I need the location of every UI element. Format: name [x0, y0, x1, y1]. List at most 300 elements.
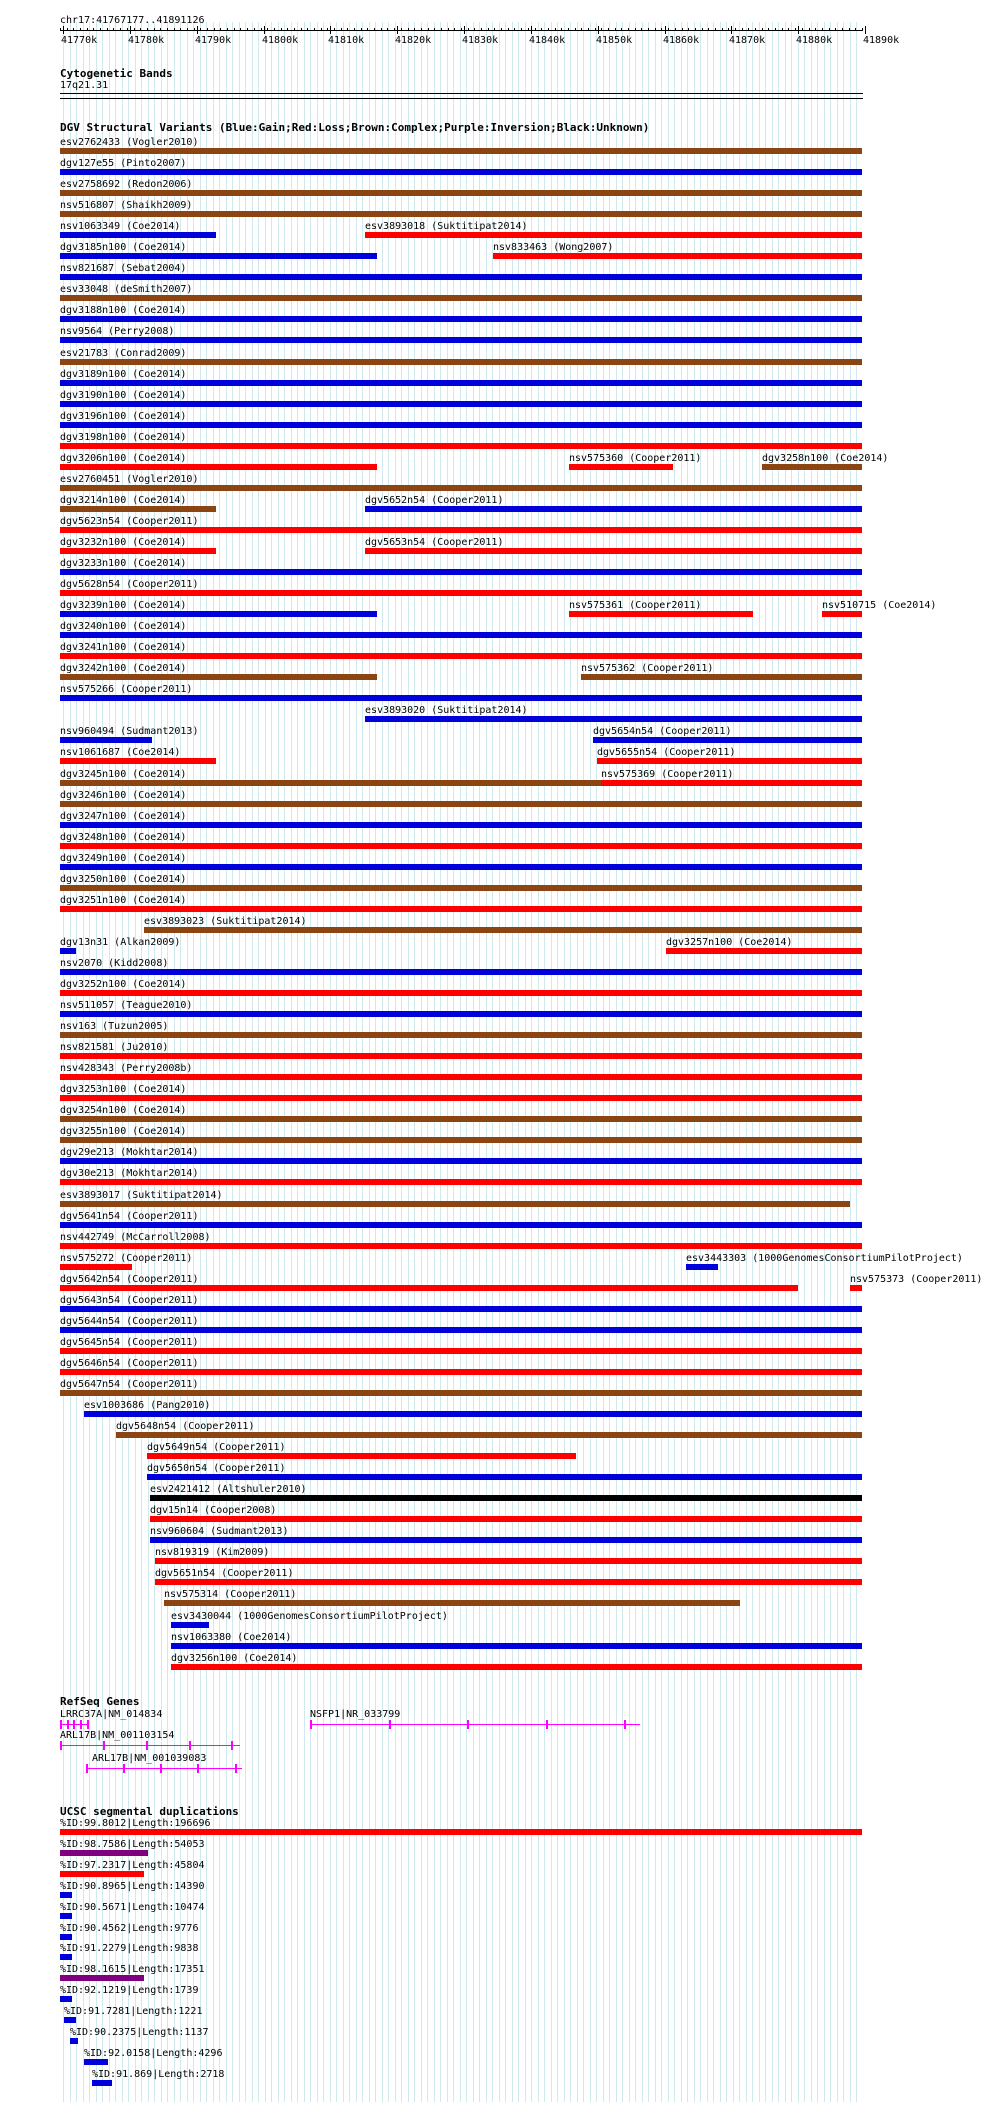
variant-label: nsv575362 (Cooper2011) [581, 663, 714, 674]
variant-bar [60, 1011, 862, 1017]
grid-line [193, 22, 194, 2102]
ruler-tick-label: 41870k [729, 35, 766, 46]
variant-label: dgv13n31 (Alkan2009) [60, 937, 181, 948]
grid-line [200, 22, 201, 2102]
grid-line [733, 22, 734, 2102]
grid-line [791, 22, 792, 2102]
grid-line [752, 22, 753, 2102]
grid-line [811, 22, 812, 2102]
ruler-minor-tick [548, 28, 549, 31]
variant-bar [60, 611, 377, 617]
gene-exon [546, 1720, 548, 1729]
variant-bar [60, 1032, 862, 1038]
variant-bar [365, 232, 862, 238]
grid-line [765, 22, 766, 2102]
variant-bar [60, 1285, 798, 1291]
variant-bar [171, 1643, 862, 1649]
variant-bar [60, 380, 862, 386]
variant-label: nsv833463 (Wong2007) [493, 242, 614, 253]
variant-bar [60, 843, 862, 849]
ruler-minor-tick [849, 28, 850, 31]
variant-bar [601, 780, 862, 786]
ruler-minor-tick [187, 28, 188, 31]
gene-exon [389, 1720, 391, 1729]
grid-line [499, 22, 500, 2102]
ruler-minor-tick [755, 28, 756, 31]
segdup-label: %ID:91.7281|Length:1221 [64, 2006, 203, 2017]
grid-line [278, 22, 279, 2102]
variant-label: dgv5653n54 (Cooper2011) [365, 537, 504, 548]
ruler-minor-tick [334, 28, 335, 31]
variant-label: nsv819319 (Kim2009) [155, 1547, 270, 1558]
ruler-tick-label: 41790k [195, 35, 232, 46]
ruler-minor-tick [615, 28, 616, 31]
grid-line [440, 22, 441, 2102]
ruler-minor-tick [501, 28, 502, 31]
segdup-label: %ID:90.5671|Length:10474 [60, 1902, 205, 1913]
grid-line [382, 22, 383, 2102]
grid-line [258, 22, 259, 2102]
gene-intron-line [60, 1745, 240, 1746]
segdup-bar [60, 1829, 862, 1835]
grid-line [518, 22, 519, 2102]
variant-bar [60, 1053, 862, 1059]
variant-label: esv2758692 (Redon2006) [60, 179, 193, 190]
variant-label: dgv3247n100 (Coe2014) [60, 811, 187, 822]
variant-bar [850, 1285, 862, 1291]
variant-bar [569, 611, 753, 617]
ruler-tick [130, 26, 131, 34]
variant-bar [60, 590, 862, 596]
grid-line [187, 22, 188, 2102]
grid-line [180, 22, 181, 2102]
variant-label: dgv3233n100 (Coe2014) [60, 558, 187, 569]
ruler-minor-tick [227, 28, 228, 31]
ruler-minor-tick [134, 28, 135, 31]
variant-label: dgv5654n54 (Cooper2011) [593, 726, 732, 737]
ruler-minor-tick [314, 28, 315, 31]
ruler-tick [63, 26, 64, 34]
grid-line [635, 22, 636, 2102]
ruler-minor-tick [628, 28, 629, 31]
variant-bar [60, 443, 862, 449]
gene-exon [235, 1764, 237, 1773]
variant-label: nsv510715 (Coe2014) [822, 600, 937, 611]
variant-label: nsv163 (Tuzun2005) [60, 1021, 169, 1032]
ruler-minor-tick [555, 28, 556, 31]
segdup-label: %ID:92.0158|Length:4296 [84, 2048, 223, 2059]
variant-label: dgv3242n100 (Coe2014) [60, 663, 187, 674]
grid-line [564, 22, 565, 2102]
grid-line [297, 22, 298, 2102]
grid-line [466, 22, 467, 2102]
variant-bar [60, 1390, 862, 1396]
ruler-minor-tick [247, 28, 248, 31]
ruler-minor-tick [855, 28, 856, 31]
variant-bar [155, 1558, 862, 1564]
variant-bar [60, 1201, 850, 1207]
ruler-minor-tick [354, 28, 355, 31]
ruler-minor-tick [387, 28, 388, 31]
cyto-separator [60, 98, 863, 99]
segdup-label: %ID:90.2375|Length:1137 [70, 2027, 209, 2038]
ruler-minor-tick [454, 28, 455, 31]
variant-bar [60, 1348, 862, 1354]
variant-label: nsv575272 (Cooper2011) [60, 1253, 193, 1264]
grid-line [590, 22, 591, 2102]
grid-line [772, 22, 773, 2102]
gene-label: NSFP1|NR_033799 [310, 1709, 401, 1720]
variant-label: nsv442749 (McCarroll2008) [60, 1232, 211, 1243]
segdup-bar [60, 1975, 144, 1981]
gene-exon [123, 1764, 125, 1773]
ruler-minor-tick [735, 28, 736, 31]
gene-exon [160, 1764, 162, 1773]
grid-line [252, 22, 253, 2102]
ruler-minor-tick [728, 28, 729, 31]
variant-bar [155, 1579, 862, 1585]
grid-line [804, 22, 805, 2102]
grid-line [362, 22, 363, 2102]
variant-label: dgv3249n100 (Coe2014) [60, 853, 187, 864]
segdup-label: %ID:97.2317|Length:45804 [60, 1860, 205, 1871]
variant-label: dgv3232n100 (Coe2014) [60, 537, 187, 548]
variant-label: esv3893017 (Suktitipat2014) [60, 1190, 223, 1201]
variant-label: dgv3254n100 (Coe2014) [60, 1105, 187, 1116]
segdup-bar [84, 2059, 108, 2065]
ruler-tick [865, 26, 866, 34]
ruler-minor-tick [601, 28, 602, 31]
ruler-minor-tick [468, 28, 469, 31]
variant-label: nsv960604 (Sudmant2013) [150, 1526, 289, 1537]
ruler-tick [464, 26, 465, 34]
gene-exon [197, 1764, 199, 1773]
segdup-label: %ID:92.1219|Length:1739 [60, 1985, 199, 1996]
grid-line [778, 22, 779, 2102]
variant-bar [150, 1537, 862, 1543]
variant-bar [493, 253, 862, 259]
variant-bar [60, 274, 862, 280]
variant-label: nsv575314 (Cooper2011) [164, 1589, 297, 1600]
grid-line [336, 22, 337, 2102]
ruler-minor-tick [702, 28, 703, 31]
ruler-minor-tick [160, 28, 161, 31]
grid-line [492, 22, 493, 2102]
gene-exon [60, 1741, 62, 1750]
segdup-bar [60, 1850, 148, 1856]
variant-bar [150, 1495, 862, 1501]
variant-bar [60, 1116, 862, 1122]
grid-line [525, 22, 526, 2102]
ruler-minor-tick [194, 28, 195, 31]
grid-line [746, 22, 747, 2102]
gene-label: ARL17B|NM_001039083 [92, 1753, 207, 1764]
variant-bar [60, 653, 862, 659]
grid-line [655, 22, 656, 2102]
ruler-minor-tick [240, 28, 241, 31]
grid-line [609, 22, 610, 2102]
genes-title: RefSeq Genes [60, 1695, 140, 1708]
grid-line [616, 22, 617, 2102]
ruler-minor-tick [535, 28, 536, 31]
ruler-minor-tick [795, 28, 796, 31]
ruler-tick-label: 41890k [863, 35, 900, 46]
grid-line [830, 22, 831, 2102]
grid-line [622, 22, 623, 2102]
ruler-minor-tick [267, 28, 268, 31]
grid-line [460, 22, 461, 2102]
variant-bar [60, 1179, 862, 1185]
variant-label: dgv3239n100 (Coe2014) [60, 600, 187, 611]
ruler-minor-tick [461, 28, 462, 31]
ruler-minor-tick [254, 28, 255, 31]
gene-intron-line [86, 1768, 242, 1769]
variant-label: dgv5623n54 (Cooper2011) [60, 516, 199, 527]
ruler-minor-tick [441, 28, 442, 31]
variant-label: dgv3250n100 (Coe2014) [60, 874, 187, 885]
variant-label: dgv29e213 (Mokhtar2014) [60, 1147, 199, 1158]
grid-line [674, 22, 675, 2102]
ruler-minor-tick [120, 28, 121, 31]
gene-exon [87, 1720, 89, 1729]
variant-label: dgv127e55 (Pinto2007) [60, 158, 187, 169]
variant-label: dgv3190n100 (Coe2014) [60, 390, 187, 401]
variant-bar [60, 422, 862, 428]
variant-label: dgv3206n100 (Coe2014) [60, 453, 187, 464]
variant-label: dgv5647n54 (Cooper2011) [60, 1379, 199, 1390]
variant-bar [171, 1664, 862, 1670]
ruler-minor-tick [428, 28, 429, 31]
variant-label: dgv5643n54 (Cooper2011) [60, 1295, 199, 1306]
grid-line [304, 22, 305, 2102]
variant-bar [60, 1306, 862, 1312]
grid-line [577, 22, 578, 2102]
grid-line [648, 22, 649, 2102]
ruler-minor-tick [802, 28, 803, 31]
grid-line [837, 22, 838, 2102]
variant-bar [60, 1137, 862, 1143]
variant-bar [60, 211, 862, 217]
grid-line [642, 22, 643, 2102]
grid-line [239, 22, 240, 2102]
variant-label: dgv3189n100 (Coe2014) [60, 369, 187, 380]
gene-exon [86, 1764, 88, 1773]
variant-label: dgv3188n100 (Coe2014) [60, 305, 187, 316]
variant-bar [147, 1474, 862, 1480]
grid-line [668, 22, 669, 2102]
grid-line [798, 22, 799, 2102]
variant-label: dgv3258n100 (Coe2014) [762, 453, 889, 464]
ruler-minor-tick [568, 28, 569, 31]
variant-label: esv3430044 (1000GenomesConsortiumPilotProject) [171, 1611, 448, 1622]
variant-label: dgv3245n100 (Coe2014) [60, 769, 187, 780]
grid-line [284, 22, 285, 2102]
ruler-minor-tick [661, 28, 662, 31]
grid-line [583, 22, 584, 2102]
ruler-tick-label: 41850k [596, 35, 633, 46]
dgv-title: DGV Structural Variants (Blue:Gain;Red:Loss;Brown:Complex;Purple:Inversion;Black:Unknown) [60, 121, 650, 134]
variant-label: nsv575360 (Cooper2011) [569, 453, 702, 464]
ruler-minor-tick [448, 28, 449, 31]
variant-label: esv3893020 (Suktitipat2014) [365, 705, 528, 716]
grid-line [713, 22, 714, 2102]
ruler-minor-tick [655, 28, 656, 31]
ruler-minor-tick [648, 28, 649, 31]
variant-bar [60, 569, 862, 575]
variant-label: esv1003686 (Pang2010) [84, 1400, 211, 1411]
segdup-title: UCSC segmental duplications [60, 1805, 239, 1818]
ruler-minor-tick [394, 28, 395, 31]
ruler-minor-tick [768, 28, 769, 31]
segdup-label: %ID:91.869|Length:2718 [92, 2069, 225, 2080]
variant-label: dgv5651n54 (Cooper2011) [155, 1568, 294, 1579]
variant-label: dgv5649n54 (Cooper2011) [147, 1442, 286, 1453]
variant-label: dgv3246n100 (Coe2014) [60, 790, 187, 801]
ruler-tick-label: 41830k [462, 35, 499, 46]
ruler-minor-tick [488, 28, 489, 31]
gene-exon [67, 1720, 69, 1729]
ruler-minor-tick [748, 28, 749, 31]
ruler-minor-tick [234, 28, 235, 31]
variant-bar [60, 632, 862, 638]
variant-bar [60, 801, 862, 807]
grid-line [219, 22, 220, 2102]
grid-line [317, 22, 318, 2102]
ruler-minor-tick [708, 28, 709, 31]
grid-line [213, 22, 214, 2102]
variant-bar [144, 927, 862, 933]
grid-line [505, 22, 506, 2102]
ruler-minor-tick [815, 28, 816, 31]
ruler-tick-label: 41880k [796, 35, 833, 46]
variant-bar [60, 253, 377, 259]
ruler-minor-tick [588, 28, 589, 31]
variant-label: nsv821581 (Ju2010) [60, 1042, 169, 1053]
ruler-tick-label: 41780k [128, 35, 165, 46]
variant-label: esv3893023 (Suktitipat2014) [144, 916, 307, 927]
ruler-minor-tick [401, 28, 402, 31]
grid-line [310, 22, 311, 2102]
grid-line [271, 22, 272, 2102]
grid-line [453, 22, 454, 2102]
variant-label: dgv3198n100 (Coe2014) [60, 432, 187, 443]
ruler-minor-tick [842, 28, 843, 31]
ruler-minor-tick [742, 28, 743, 31]
gene-exon [310, 1720, 312, 1729]
ruler-minor-tick [481, 28, 482, 31]
ruler-minor-tick [67, 28, 68, 31]
variant-label: nsv9564 (Perry2008) [60, 326, 175, 337]
variant-bar [60, 1222, 862, 1228]
variant-label: dgv3185n100 (Coe2014) [60, 242, 187, 253]
ruler-minor-tick [408, 28, 409, 31]
variant-label: esv2762433 (Vogler2010) [60, 137, 199, 148]
variant-bar [822, 611, 862, 617]
ruler-tick-label: 41770k [61, 35, 98, 46]
ruler-minor-tick [367, 28, 368, 31]
grid-line [427, 22, 428, 2102]
ruler-tick-label: 41810k [328, 35, 365, 46]
grid-line [473, 22, 474, 2102]
grid-line [687, 22, 688, 2102]
grid-line [739, 22, 740, 2102]
variant-bar [116, 1432, 862, 1438]
ruler-minor-tick [80, 28, 81, 31]
grid-line [512, 22, 513, 2102]
grid-line [343, 22, 344, 2102]
variant-label: dgv5628n54 (Cooper2011) [60, 579, 199, 590]
variant-label: nsv2070 (Kidd2008) [60, 958, 169, 969]
variant-label: nsv428343 (Perry2008b) [60, 1063, 193, 1074]
variant-bar [60, 401, 862, 407]
grid-line [850, 22, 851, 2102]
variant-label: dgv3240n100 (Coe2014) [60, 621, 187, 632]
gene-exon [73, 1720, 75, 1729]
ruler-minor-tick [561, 28, 562, 31]
ruler-tick-label: 41840k [529, 35, 566, 46]
variant-bar [686, 1264, 718, 1270]
gene-exon [103, 1741, 105, 1750]
variant-bar [593, 737, 862, 743]
ruler-minor-tick [341, 28, 342, 31]
segdup-label: %ID:91.2279|Length:9838 [60, 1943, 199, 1954]
variant-label: dgv3196n100 (Coe2014) [60, 411, 187, 422]
ruler-minor-tick [862, 28, 863, 31]
grid-line [421, 22, 422, 2102]
ruler-minor-tick [508, 28, 509, 31]
ruler-minor-tick [207, 28, 208, 31]
grid-line [291, 22, 292, 2102]
variant-label: nsv575361 (Cooper2011) [569, 600, 702, 611]
grid-line [694, 22, 695, 2102]
grid-line [544, 22, 545, 2102]
ruler-minor-tick [154, 28, 155, 31]
variant-label: nsv575266 (Cooper2011) [60, 684, 193, 695]
ruler-location: chr17:41767177..41891126 [60, 15, 205, 26]
variant-label: dgv3253n100 (Coe2014) [60, 1084, 187, 1095]
grid-line [375, 22, 376, 2102]
grid-line [265, 22, 266, 2102]
gene-exon [146, 1741, 148, 1750]
cyto-band-label: 17q21.31 [60, 80, 109, 91]
variant-label: dgv5645n54 (Cooper2011) [60, 1337, 199, 1348]
ruler-minor-tick [595, 28, 596, 31]
grid-line [824, 22, 825, 2102]
grid-line [408, 22, 409, 2102]
ruler-minor-tick [294, 28, 295, 31]
segdup-label: %ID:90.8965|Length:14390 [60, 1881, 205, 1892]
variant-bar [60, 695, 862, 701]
grid-line [388, 22, 389, 2102]
ruler-tick [264, 26, 265, 34]
grid-line [323, 22, 324, 2102]
grid-line [531, 22, 532, 2102]
ruler-tick [731, 26, 732, 34]
ruler-minor-tick [621, 28, 622, 31]
variant-label: nsv511057 (Teague2010) [60, 1000, 193, 1011]
ruler-minor-tick [174, 28, 175, 31]
ruler-minor-tick [822, 28, 823, 31]
ruler-tick [197, 26, 198, 34]
segdup-label: %ID:99.8012|Length:196696 [60, 1818, 211, 1829]
ruler-tick [798, 26, 799, 34]
ruler-minor-tick [641, 28, 642, 31]
variant-label: dgv5650n54 (Cooper2011) [147, 1463, 286, 1474]
variant-label: dgv3214n100 (Coe2014) [60, 495, 187, 506]
grid-line [681, 22, 682, 2102]
ruler-minor-tick [474, 28, 475, 31]
variant-bar [597, 758, 862, 764]
